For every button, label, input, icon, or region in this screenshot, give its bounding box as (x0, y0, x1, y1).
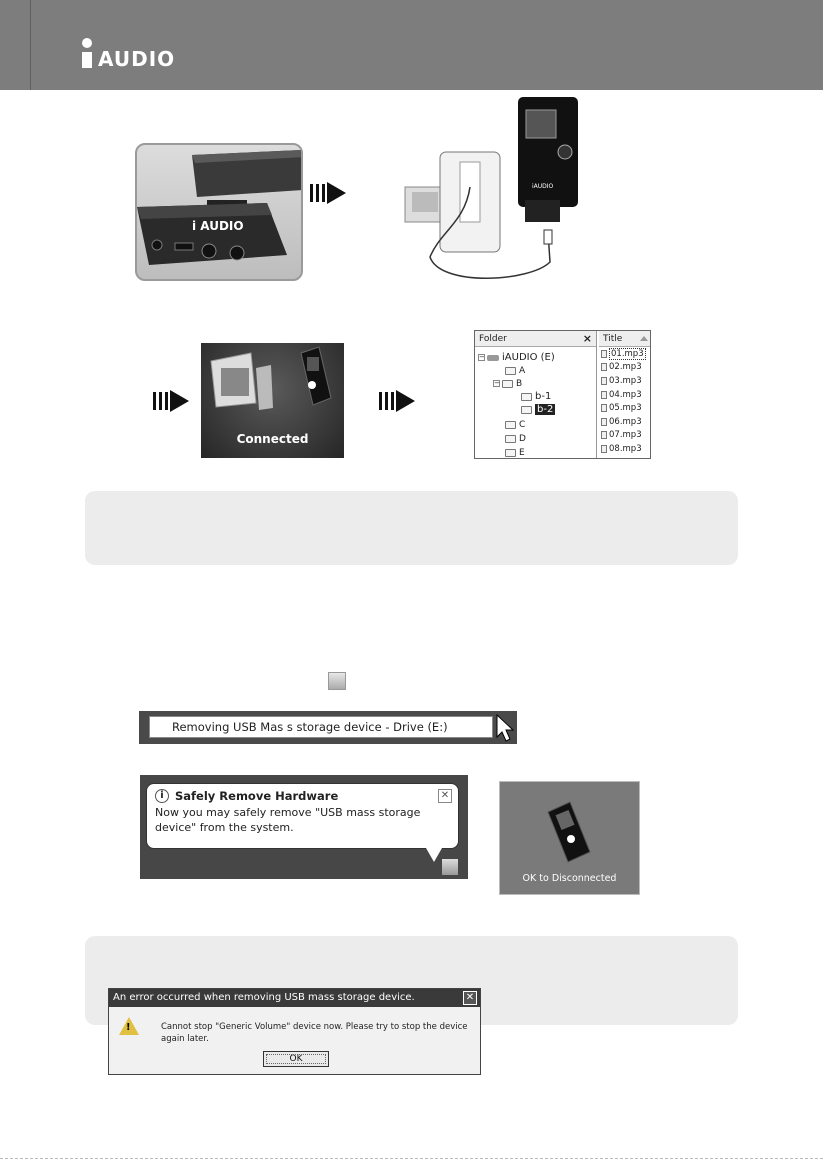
close-icon[interactable]: ✕ (438, 789, 452, 803)
folder-icon (502, 380, 513, 388)
file-icon (601, 418, 607, 426)
file-row[interactable] (599, 388, 651, 402)
folder-pane (475, 331, 597, 459)
logo-i-mark (82, 38, 92, 68)
notification-title (155, 789, 450, 803)
drive-icon (487, 355, 499, 361)
safely-remove-notification (140, 775, 468, 879)
file-row[interactable] (599, 429, 651, 443)
note-box (85, 491, 738, 565)
close-icon[interactable]: × (582, 332, 592, 345)
page-header (0, 0, 823, 90)
file-name: 01.mp3 (611, 348, 644, 359)
tree-item-label: D (519, 433, 526, 444)
folder-open-icon (521, 406, 532, 414)
dialog-title: An error occurred when removing USB mass storage device. (113, 992, 415, 1003)
folder-icon (505, 435, 516, 443)
file-row[interactable] (599, 401, 651, 415)
title-column-header[interactable] (599, 331, 651, 347)
file-icon (601, 445, 607, 453)
file-name: 04.mp3 (609, 389, 642, 400)
arrow-right-icon (379, 390, 415, 412)
pc-player-usb-photo (400, 92, 600, 294)
header-divider (30, 0, 31, 90)
connected-screen (201, 343, 344, 458)
folder-icon (505, 421, 516, 429)
remove-device-menu (139, 711, 517, 744)
collapse-icon[interactable]: − (494, 379, 500, 387)
connected-label: Connected (236, 432, 309, 446)
pc-device-icon (201, 343, 344, 433)
tree-item-b-2[interactable] (521, 403, 555, 416)
tray-hardware-icon[interactable] (442, 859, 458, 875)
tree-item-label-selected: b-2 (537, 404, 554, 415)
tree-item-label: C (519, 419, 526, 430)
tree-item-label: iAUDIO (E) (502, 352, 555, 363)
notification-body-line: device" from the system. (155, 821, 294, 834)
error-dialog (108, 988, 481, 1075)
footer-divider (0, 1158, 823, 1159)
file-name: 06.mp3 (609, 416, 642, 427)
dialog-message-line: Cannot stop "Generic Volume" device now. Please try to stop the device (161, 1022, 468, 1032)
file-row[interactable] (599, 442, 651, 456)
tree-item-drive[interactable] (478, 351, 555, 364)
folder-header-label: Folder (479, 333, 507, 344)
tree-item-label: E (519, 447, 525, 458)
ok-button[interactable]: OK (263, 1051, 329, 1067)
file-name: 07.mp3 (609, 430, 642, 441)
file-row[interactable] (599, 361, 651, 375)
tree-item-b-1[interactable] (521, 390, 551, 403)
collapse-icon[interactable]: − (479, 353, 485, 361)
file-name: 03.mp3 (609, 375, 642, 386)
notification-title-text: Safely Remove Hardware (175, 789, 339, 803)
notification-body-line: Now you may safely remove "USB mass storage (155, 806, 421, 819)
file-row[interactable] (599, 347, 651, 361)
disconnect-label: OK to Disconnected (522, 873, 617, 884)
info-icon: i (155, 789, 169, 803)
file-row[interactable] (599, 415, 651, 429)
title-pane (599, 331, 651, 459)
file-icon (601, 350, 607, 358)
svg-text:iAUDIO: iAUDIO (532, 183, 554, 190)
iaudio-logo (82, 38, 176, 71)
file-icon (601, 363, 607, 371)
safely-remove-hardware-icon[interactable] (328, 672, 346, 690)
close-icon[interactable]: ✕ (463, 991, 477, 1005)
tree-item-c[interactable] (505, 418, 525, 431)
file-row[interactable] (599, 374, 651, 388)
sort-up-icon (640, 336, 648, 341)
arrow-right-icon (310, 182, 346, 204)
dialog-message (161, 1021, 471, 1045)
title-header-label: Title (603, 333, 623, 344)
balloon-tail (426, 848, 442, 862)
file-icon (601, 391, 607, 399)
file-explorer-window (474, 330, 651, 459)
tree-item-label: B (516, 378, 523, 389)
tree-item-a[interactable] (505, 364, 525, 377)
cradle-illustration (137, 145, 303, 281)
tree-item-d[interactable] (505, 432, 526, 445)
folder-icon (505, 367, 516, 375)
file-icon (601, 431, 607, 439)
folder-icon (521, 393, 532, 401)
tree-item-label: A (519, 365, 526, 376)
file-name: 08.mp3 (609, 443, 642, 454)
usb-connection-illustration (400, 92, 600, 294)
tree-item-label: b-1 (535, 391, 552, 402)
file-icon (601, 377, 607, 385)
notification-balloon (146, 783, 459, 849)
folder-pane-header (475, 331, 596, 347)
arrow-right-icon (153, 390, 189, 412)
dialog-message-line: again later. (161, 1034, 209, 1044)
dialog-titlebar (109, 989, 480, 1007)
file-name: 05.mp3 (609, 403, 642, 414)
logo-text: AUDIO (98, 47, 176, 71)
player-device-icon (500, 782, 641, 872)
cursor-arrow-icon (493, 711, 517, 744)
warning-exclamation: ! (126, 1022, 131, 1033)
notification-body (155, 805, 450, 835)
disconnect-screen (499, 781, 640, 895)
file-icon (601, 404, 607, 412)
svg-text:i AUDIO: i AUDIO (192, 219, 244, 233)
tree-item-e[interactable] (505, 446, 525, 459)
cradle-adapter-photo (135, 143, 303, 281)
tree-item-b[interactable] (493, 377, 522, 390)
file-name: 02.mp3 (609, 362, 642, 373)
folder-icon (505, 449, 516, 457)
remove-device-menu-item[interactable]: Removing USB Mas s storage device - Drive (E:) (149, 716, 493, 738)
